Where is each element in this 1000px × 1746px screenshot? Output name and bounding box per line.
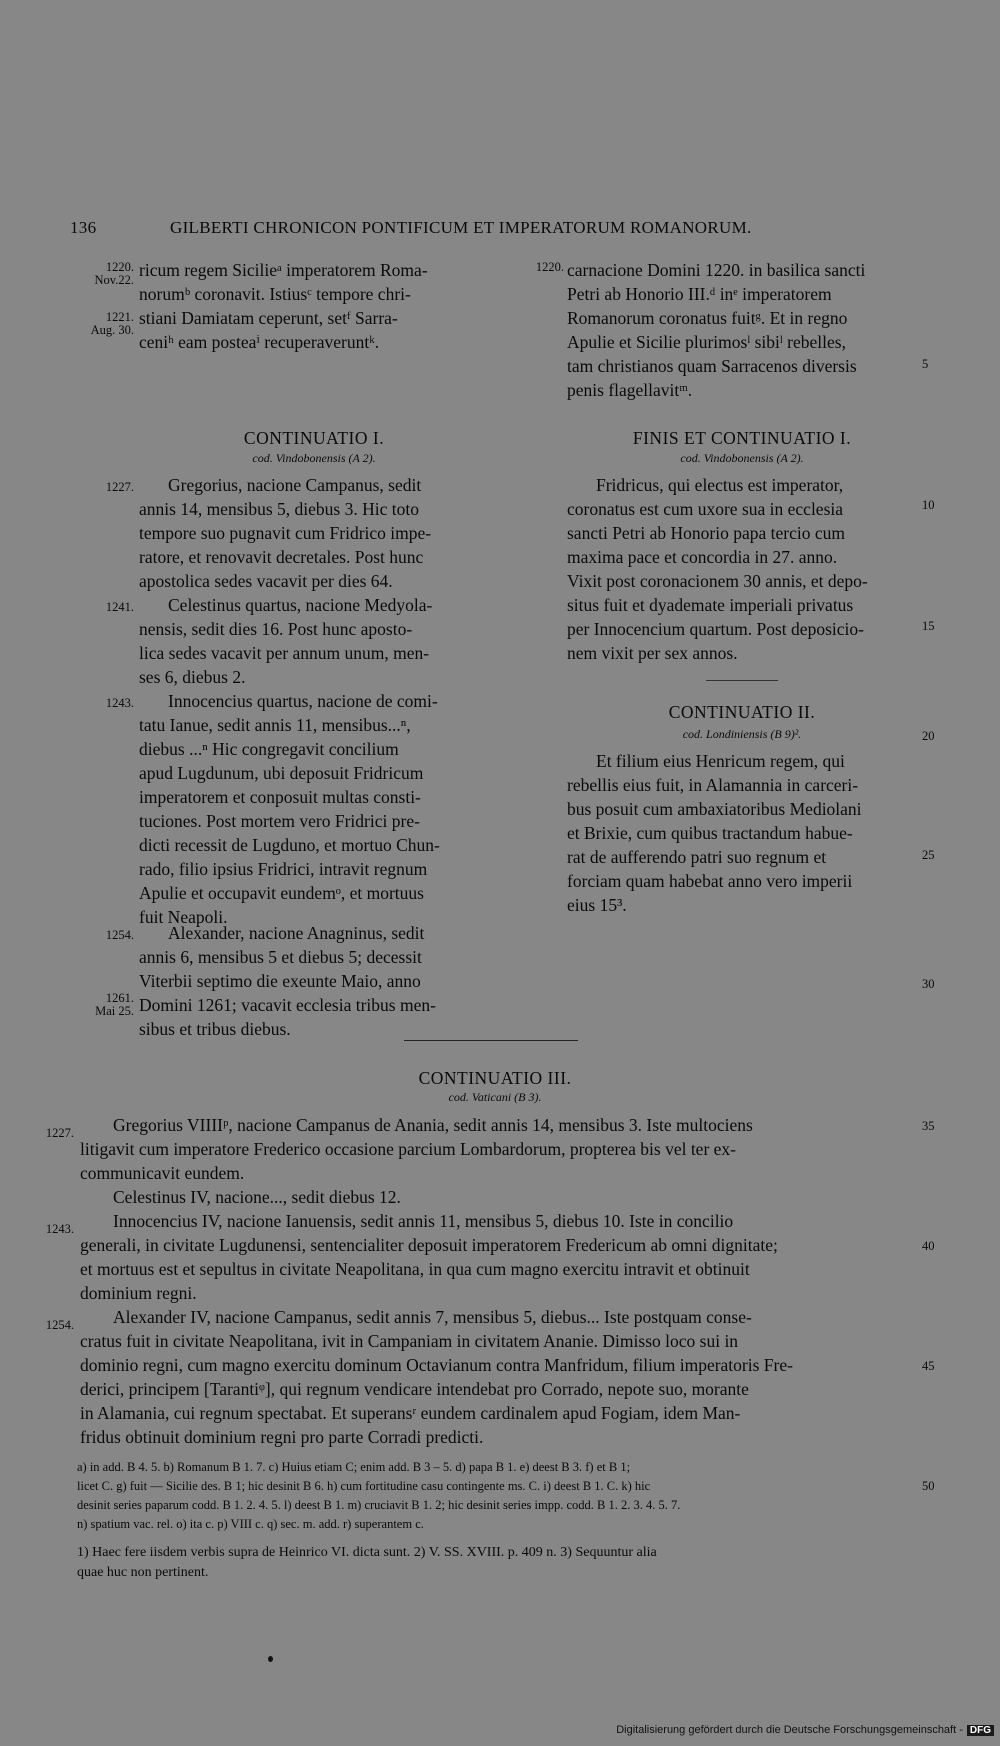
section-title: CONTINUATIO III. <box>418 1068 572 1088</box>
line-number: 35 <box>922 1119 935 1133</box>
line-number: 40 <box>922 1239 935 1253</box>
finis-text: Fridricus, qui electus est imperator, coronatus est cum uxore sua in ecclesia sancti Petri ab Honorio papa tercio cum maxima pace et concordia in 27. anno. Vixit post coronacionem 30 annis, et depo- situs fuit et dyademate imperiali privatus per Innocencium quartum. Post deposicio- nem vixit per sex annos. <box>567 475 868 663</box>
line-number: 25 <box>922 848 935 862</box>
section-divider <box>706 680 778 681</box>
line-number: 30 <box>922 977 935 991</box>
line-number: 20 <box>922 729 935 743</box>
section-title: FINIS ET CONTINUATIO I. <box>632 428 852 448</box>
margin-date: 1261. <box>105 991 134 1005</box>
entry-text: Celestinus quartus, nacione Medyola- nensis, sedit dies 16. Post hunc aposto- lica sedes vacavit per annum unum, men- ses 6, diebus 2. <box>139 595 433 687</box>
margin-year: 1227. <box>45 1126 74 1140</box>
top-left-text: ricum regem Sicilieᵃ imperatorem Roma- norumᵇ coronavit. Istiusᶜ tempore chri- stiani Damiatam ceperunt, setᶠ Sarra- ceniʰ eam posteaⁱ recuperaveruntᵏ. <box>139 260 428 352</box>
entry-text: Gregorius, nacione Campanus, sedit annis 14, mensibus 5, diebus 3. Hic toto tempore suo pugnavit cum Fridrico impe- ratore, et renovavit decretales. Post hunc apostolica sedes vacavit per dies 64. <box>139 475 432 591</box>
cont3-text: Gregorius VIIIIᵖ, nacione Campanus de Anania, sedit annis 14, mensibus 3. Iste multociens litigavit cum imperatore Frederico occasione parcium Lombardorum, propterea bis vel ter ex- communicavit eundem. Celestinus IV, nacione..., sedit diebus 12. Innocencius IV, nacione Ianuensis, sedit annis 11, mensibus 5, diebus 10. Iste in concilio generali, in civitate Lugdunensi, sentencialiter deposuit imperatorem Fredericum ab omni dignitate; et mortuus est et sepultus in civitate Neapolitana, in qua cum magno exercitu intravit et obtinuit dominium regni. Alexander IV, nacione Campanus, sedit annis 7, mensibus 5, diebus... Iste postquam conse- cratus fuit in civitate Neapolitana, ivit in Campaniam in civitatem Ananie. Dimisso loco sui in dominio regni, cum magno exercitu dominum Octavianum contra Manfridum, filium imperatoris Fre- derici, principem [Tarantiᵠ], qui regnum vendicare intendebat pro Corrado, nepote suo, morante in Alamania, cui regnum spectabat. Et superansʳ eundem cardinalem apud Fogiam, idem Man- fridus obtinuit dominium regni pro parte Corradi predicti. <box>80 1115 793 1447</box>
section-title: CONTINUATIO I. <box>243 428 385 448</box>
dfg-logo-icon: DFG <box>967 1725 994 1736</box>
line-number: 15 <box>922 619 935 633</box>
margin-date: Mai 25. <box>95 1004 134 1018</box>
margin-year: 1227. <box>105 480 134 494</box>
line-number: 10 <box>922 498 935 512</box>
section-title: CONTINUATIO II. <box>668 702 816 722</box>
dfg-credit-text: Digitalisierung gefördert durch die Deutsche Forschungsgemeinschaft - <box>616 1724 963 1736</box>
page-number: 136 <box>70 218 97 237</box>
codex-label: cod. Vaticani (B 3). <box>448 1090 542 1104</box>
section-divider <box>404 1040 578 1041</box>
running-title: GILBERTI CHRONICON PONTIFICUM ET IMPERATORUM ROMANORUM. <box>170 218 752 237</box>
margin-date: Nov.22. <box>94 273 134 287</box>
apparatus-footnotes: a) in add. B 4. 5. b) Romanum B 1. 7. c) Huius etiam C; enim add. B 3 – 5. d) papa B 1. e) deest B 3. f) et B 1; licet C. g) fuit — Sicilie des. B 1; hic desinit B 6. h) cum fortitudine casu contingente ms. C. i) deest B 1. C. k) hic desinit series paparum codd. B 1. 2. 4. 5. l) deest B 1. m) cruciavit B 1. 2; hic desinit series impp. codd. B 1. 2. 3. 4. 5. 7. n) spatium vac. rel. o) ita c. p) VIII c. q) sec. m. add. r) superantem c. <box>77 1460 681 1531</box>
explanatory-notes: 1) Haec fere iisdem verbis supra de Heinrico VI. dicta sunt. 2) V. SS. XVIII. p. 409 n. 3) Sequuntur alia quae huc non pertinent. <box>77 1545 657 1580</box>
codex-label: cod. Londiniensis (B 9)². <box>682 727 802 741</box>
line-number: 45 <box>922 1359 935 1373</box>
line-number: 5 <box>922 357 929 371</box>
line-number: 50 <box>922 1479 935 1493</box>
margin-date: 1221. <box>105 310 134 324</box>
codex-label: cod. Vindobonensis (A 2). <box>252 451 376 465</box>
margin-date: 1220. <box>535 260 564 274</box>
margin-year: 1254. <box>45 1318 74 1332</box>
cont2-text: Et filium eius Henricum regem, qui rebellis eius fuit, in Alamannia in carceri- bus posuit cum ambaxiatoribus Mediolani et Brixie, cum quibus tractandum habue- rat de aufferendo patri suo regnum et forciam quam habebat anno vero imperii eius 15³. <box>567 751 862 915</box>
margin-date: Aug. 30. <box>90 323 134 337</box>
entry-text: Innocencius quartus, nacione de comi- tatu Ianue, sedit annis 11, mensibus...ⁿ, diebus ...ⁿ Hic congregavit concilium apud Lugdunum, ubi deposuit Fridricum imperatorem et conposuit multas consti- tuciones. Post mortem vero Fridrici pre- dicti recessit de Lugduno, et mortuo Chun- rado, filio ipsius Fridrici, intravit regnum Apulie et occupavit eundemᵒ, et mortuus fuit Neapoli. <box>139 691 440 927</box>
dfg-credit <box>616 1724 994 1736</box>
margin-year: 1241. <box>105 600 134 614</box>
margin-date: 1220. <box>105 260 134 274</box>
margin-year: 1243. <box>105 696 134 710</box>
top-right-text: carnacione Domini 1220. in basilica sancti Petri ab Honorio III.ᵈ inᵉ imperatorem Romanorum coronatus fuitᵍ. Et in regno Apulie et Sicilie plurimosˡ sibiˡ rebelles, tam christianos quam Sarracenos diversis penis flagellavitᵐ. <box>567 260 866 400</box>
margin-year: 1243. <box>45 1222 74 1236</box>
ink-speck <box>268 1656 273 1662</box>
entry-text: Alexander, nacione Anagninus, sedit annis 6, mensibus 5 et diebus 5; decessit Viterbii septimo die exeunte Maio, anno Domini 1261; vacavit ecclesia tribus men- sibus et tribus diebus. <box>139 923 436 1039</box>
codex-label: cod. Vindobonensis (A 2). <box>680 451 804 465</box>
margin-year: 1254. <box>105 928 134 942</box>
